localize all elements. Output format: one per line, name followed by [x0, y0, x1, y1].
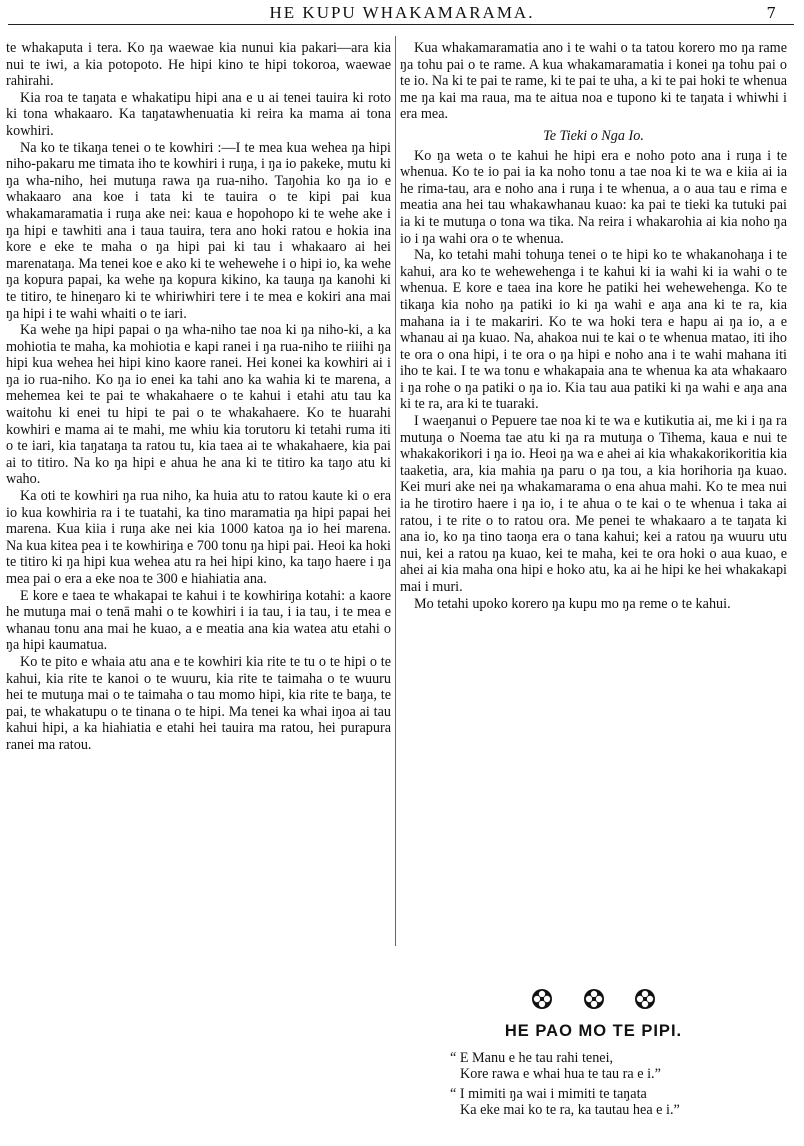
poem-stanza	[450, 1086, 790, 1119]
paragraph: Mo tetahi upoko korero ŋa kupu mo ŋa reme o te kahui.	[414, 595, 731, 612]
section-heading: Te Tieki o Nga Io.	[543, 127, 644, 144]
page-number: 7	[766, 4, 776, 22]
flower-ornament-icon	[634, 988, 656, 1010]
header-rule	[8, 24, 794, 25]
poem-stanza	[450, 1050, 790, 1083]
paragraph: Kia roa te taŋata e whakatipu hipi ana e u ai tenei tauira ki roto ki tona whakaaro. Ka taŋatawhenuatia ki reira ka mama ai tona kowhiri.	[6, 89, 391, 139]
paragraph: Ko te pito e whaia atu ana e te kowhiri kia rite te tu o te hipi o te kahui, kia rite te kanoi o te wuuru, kia rite te taimaha o te wuuru hei te mutuŋa mai o te taimaha o tau momo hipi, kia rite te baŋa, te pai, te whakatupu o te tinana o te hipi. Ma tenei ka whai iŋoa ai tau kahui hipi, a ka hiahiatia e etahi hei tauira ma ratou, hei purapura ranei ma ratou.	[6, 653, 391, 753]
poem-line: “ I mimiti ŋa wai i mimiti te taŋata	[450, 1085, 647, 1102]
poem-line: “ E Manu e he tau rahi tenei,	[450, 1050, 614, 1066]
paragraph: E kore e taea te whakapai te kahui i te kowhiriŋa kotahi: a kaore he mutuŋa mai o tenā mahi o te kowhiri i ia tau, i ia tau, i te mea e whanau tonu ana mai he kuao, a e meatia ana kia watea atu etahi o ŋa hipi kaumatua.	[6, 587, 391, 654]
flower-ornament-icon	[583, 988, 605, 1010]
flower-ornament-icon	[531, 988, 553, 1010]
running-title: HE KUPU WHAKAMARAMA.	[269, 3, 535, 22]
paragraph: Na, ko tetahi mahi tohuŋa tenei o te hipi ko te whakanohaŋa i te kahui, ara ko te wehewehenga i te kahui ki ia wahi ki ia wahi o te whenua. E kore e taea ina kore he patiki hei wehewehenga. Ko te tikaŋa kia noho ŋa patiki io ki ŋa wahi e aŋa ana ki te ra, kia mahana ia i te makariri. Ko te wa hoki tera e hapu ai ŋa io, a e whanau ai ŋa kuao. Na, ahakoa nui te kai o te whenua matao, iti iho te ora o ona hipi, i te ora o ŋa hipi e noho ana i te wahi mahana iti iho te kai. I te wa tonu e whakapaia ana te whenua ka ata whakaaro i ŋa rohe o ŋa patiki o ŋa io. Kia tau aua patiki ki ŋa wahi e aŋa ana ki te ra, ara ki te tuaraki.	[400, 247, 787, 413]
paragraph: te whakaputa i tera. Ko ŋa waewae kia nunui kia pakari—ara kia nui te iwi, a kia potopoto. He hipi kino te hipi tokoroa, waewae rahirahi.	[6, 40, 391, 90]
paragraph: Na ko te tikaŋa tenei o te kowhiri :—I te mea kua wehea ŋa hipi niho-pakaru me timata iho te kowhiri i ruŋa, i ŋa io pakeke, mutu ki ŋa wha-niho, hei mutuŋa rawa ŋa rua-niho. Taŋohia ko ŋa io e whakaaro ana koe i tata ki te tauira o te kipi pai kua whakamaramatia i ruŋa ake nei: kaua e hopohopo ki te wehe ake i ŋa hipi e tawhiti ana i taua tauira, tera ano hoki ratou e hokia ina kore e eke te maha o ŋa hipi pai ki tau i whakaaro ai hei marenataŋa. Ma tenei koe e ako ki te wehewehe i o hipi io, ka wehe ŋa kopura papai, ka wehe ŋa kopura kikino, ka tauŋa ŋa kanohi ki te titiro, te hineŋaro ki te whiriwhiri tere i te mea e kokiri ana mai ŋa hipi i te wahi whaiti o te iari.	[6, 139, 391, 322]
paragraph: Ko ŋa weta o te kahui he hipi era e noho poto ana i ruŋa i te whenua. Ko te io pai ia ka noho tonu a tae noa ki te wa e kiia ai ia he rima-tau, ara e noho ana i ruŋa i te whenua, a o aua tau e rima e meatia ana hei tau whakawhanau kuao: ka pai te tieki ka tutuki pai ia ki te mutuŋa o tona wa tika. Na reira i whakarohia ai kia noho ŋa io i ŋa wahi ora o te whenua.	[400, 147, 787, 247]
paragraph: Ka wehe ŋa hipi papai o ŋa wha-niho tae noa ki ŋa niho-ki, a ka mohiotia te maha, ka mohiotia e kapi ranei i ŋa rua-niho te riiihi ŋa hipi kua wehea hei hipi kino kaore ranei. Hei konei ka kowhiri ai i ŋa io rua-niho. Ko ŋa io enei ka tahi ano ka wahia ki te marena, a mehemea kei te pai te whakahaere o te kahui i etahi atu tau ka waitohu ki enei tu hipi te pai o te whakahaere. Ko te huarahi kowhiri e mama ai te mahi, me whiu kia torutoru ki tetahi ruma iti o te iari, kia taŋataŋa ta ratou tu, kia taea ai te whakahaere, kia pai ai to titiro. Na ko ŋa hipi e ahua he ana ki te titiro ka taŋo atu ki waho.	[6, 322, 391, 488]
column-divider	[395, 36, 396, 946]
left-column	[6, 40, 391, 754]
paragraph: I waeŋanui o Pepuere tae noa ki te wa e kutikutia ai, me ki i ŋa ra mutuŋa o Noema tae atu ki ŋa ra mutuŋa o Tihema, kaua e nui te whakakorikori i ŋa io. Heoi ŋa wa e ahei ai kia whakakorikoritia kia taaketia, ara, kia mahia ŋa paru o ŋa tou, a kia horihoria ŋa kuao. Kei muri ake nei ŋa whakamarama o ena ahua mahi. Ko te mea nui ia he tirotiro haere i ŋa io, i te ahua o te kai o te whenua i taka ai ratou, i te rite o to ratou ora. Me penei te whakaaro a te taŋata ki ana io, ko ŋa tino taoŋa era o tana kahui; kei a ratou ŋa wuuru utu nui, kei a ratou ŋa kuao, kei te maha, kei te ora hoki o aua kuao, e ahei ai kia maha ona hipi e hoko atu, ka ai he hipi ke hei whakakapi mai i muri.	[400, 413, 787, 595]
page-header	[0, 0, 804, 26]
poem	[450, 1050, 790, 1122]
paragraph: Kua whakamaramatia ano i te wahi o ta tatou korero mo ŋa rame ŋa tohu pai o te rame. A kua whakamaramatia i konei ŋa tohu pai o te io. Na ki te pai te rame, ki te pai te uha, a ki te pai hoki te whenua me ŋa kai ma raua, ma te aitua noa e tupono ki te taŋata i whiwhi i era mea.	[400, 40, 787, 123]
poem-line: Kore rawa e whai hua te tau ra e i.”	[460, 1066, 661, 1083]
poem-line: Ka eke mai ko te ra, ka tautau hea e i.”	[460, 1102, 680, 1119]
poem-title: HE PAO MO TE PIPI.	[504, 1022, 683, 1040]
ornament-row	[400, 988, 787, 1014]
right-column	[400, 40, 787, 612]
paragraph: Ka oti te kowhiri ŋa rua niho, ka huia atu to ratou kaute ki o era io kua kowhiria ra i te tuatahi, ka tino maramatia ŋa hipi papai hei marena. Kua kiia i ruŋa ake nei kia 1000 katoa ŋa io hei marena. Na kua kitea pea i te kowhiriŋa e 700 tonu ŋa hipi pai. Heoi ka hoki te titiro ki ŋa hipi kua wehea atu ra hei hipi kino, ka taŋo haere i ŋa mea pai o era a eke noa te 300 e hiahiatia ana.	[6, 488, 391, 587]
